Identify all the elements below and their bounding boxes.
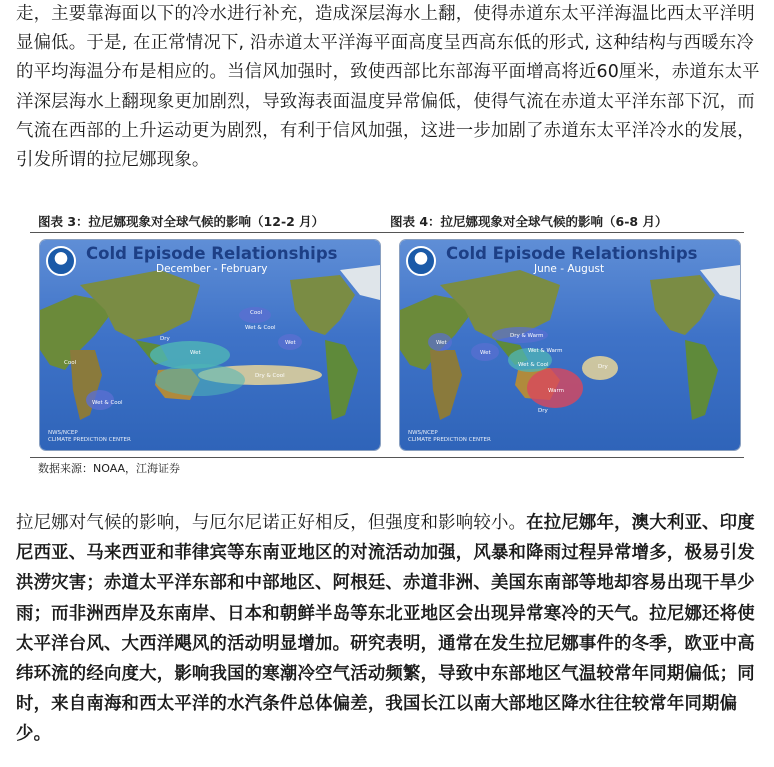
map-subtitle: December - February [156,263,268,275]
region-label: Cool [64,360,77,366]
figure-4-caption: 图表 4：拉尼娜现象对全球气候的影响（6-8 月） [390,214,668,229]
map-dec-feb [40,240,380,450]
body-lead: 拉尼娜对气候的影响，与厄尔尼诺正好相反，但强度和影响较小。 [16,513,527,533]
source-note: 数据来源：NOAA，江海证券 [38,462,181,475]
region-label: Dry [598,364,608,370]
region-label: Wet [190,350,201,356]
map-subtitle: June - August [534,263,605,275]
figure-3-caption: 图表 3：拉尼娜现象对全球气候的影响（12-2 月） [38,214,325,229]
body-bold-text: 在拉尼娜年，澳大利亚、印度尼西亚、马来西亚和菲律宾等东南亚地区的对流活动加强，风暴和降雨过程异常增多，极易引发洪涝灾害；赤道太平洋东部和中部地区、阿根廷、赤道非洲、美国东南部等地却容易出现干旱少雨；而非洲西岸及东南岸、日本和朝鲜半岛等东北亚地区会出现异常寒冷的天气。拉尼娜还将使太平洋台风、大西洋飓风的活动明显增加。研究表明，通常在发生拉尼娜事件的冬季，欧亚中高纬环流的经向度大，影响我国的寒潮冷空气活动频繁，导致中东部地区气温较常年同期偏低；同时，来自南海和西太平洋的水汽条件总体偏差，我国长江以南大部地区降水往往较常年同期偏少。 [16,513,755,745]
region-label: Dry & Cool [255,373,285,379]
region-label: Cool [250,310,263,316]
body-paragraph [16,508,760,750]
region-label: Warm [548,388,564,394]
map-title: Cold Episode Relationships [86,244,338,263]
region-label: Wet & Cool [92,400,123,406]
region-label: Dry [538,408,548,414]
region-label: Wet & Cool [518,362,549,368]
region-label: Wet & Warm [528,348,563,354]
region-label: Wet [285,340,296,346]
map-title: Cold Episode Relationships [446,244,698,263]
intro-paragraph: 走，主要靠海面以下的冷水进行补充，造成深层海水上翻，使得赤道东太平洋海温比西太平洋明显偏低。于是, 在正常情况下, 沿赤道太平洋海平面高度呈西高东低的形式, 这种结构与西暖东冷的平均海温分布是相应的。当信风加强时，致使西部比东部海平面增高将近60厘米，赤道东太平洋深层海水上翻现象更加剧烈，导致海表面温度异常偏低，使得气流在赤道太平洋东部下沉，而气流在西部的上升运动更为剧烈，有利于信风加强，这进一步加剧了赤道东太平洋冷水的发展，引发所谓的拉尼娜现象。 [16,4,760,171]
region-label: Wet [480,350,491,356]
caption-divider [30,232,744,233]
region-label: Wet & Cool [245,325,276,331]
region-label: Dry & Warm [510,333,544,339]
noaa-logo-icon [406,246,436,276]
map-jun-aug [400,240,740,450]
region-label: Dry [160,336,170,342]
figure-panel [0,206,774,478]
map-footer: NWS/NCEP CLIMATE PREDICTION CENTER [408,430,491,443]
figure-bottom-divider [30,457,744,458]
noaa-logo-icon [46,246,76,276]
region-label: Wet [436,340,447,346]
map-footer: NWS/NCEP CLIMATE PREDICTION CENTER [48,430,131,443]
